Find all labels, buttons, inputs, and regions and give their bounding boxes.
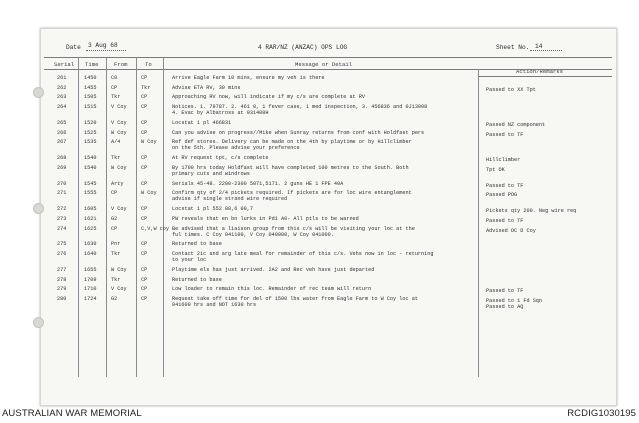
row-time: 1710 — [84, 286, 97, 293]
row-serial: 279 — [57, 286, 67, 293]
row-from: G2 — [111, 215, 118, 222]
row-message — [172, 267, 374, 273]
row-from: W Coy — [111, 266, 127, 273]
row-message — [172, 251, 434, 263]
row-remark-line: Passed to TF — [486, 217, 524, 224]
row-message-line: primary cuts and windrows — [172, 170, 250, 177]
col-header-message: Message or Detail — [295, 61, 353, 68]
row-to: CP — [141, 206, 148, 213]
row-message-line: to your loc — [172, 257, 207, 264]
row-message-line: 4. Evac by Albatross at 031400H — [172, 110, 269, 117]
row-from: G2 — [111, 295, 118, 302]
row-time: 1605 — [84, 206, 97, 213]
sheet-label: Sheet No. — [496, 44, 530, 51]
row-serial: 269 — [57, 164, 67, 171]
row-remarks — [486, 228, 536, 234]
row-remark-line: Passed to 1 Fd Sqn — [486, 297, 543, 304]
row-time: 1505 — [84, 94, 97, 101]
col-header-action: Action/Remarks — [516, 68, 563, 75]
header-rule-top — [44, 57, 612, 58]
binder-hole — [33, 317, 44, 328]
row-time: 1724 — [84, 295, 97, 302]
row-remark-line: Passed to TF — [486, 288, 524, 295]
row-to: CP — [141, 119, 148, 126]
row-time: 1520 — [84, 119, 97, 126]
row-remarks — [486, 157, 520, 163]
row-to: CP — [141, 129, 148, 136]
col-divider — [478, 69, 479, 377]
row-from: A/4 — [111, 139, 121, 146]
row-to: CP — [141, 276, 148, 283]
row-message — [172, 104, 427, 116]
row-message — [172, 130, 424, 136]
date-value: 3 Aug 68 — [88, 42, 118, 49]
row-message-line: Locstat 1 pl 466831 — [172, 119, 232, 126]
row-from: V Coy — [111, 206, 127, 213]
col-divider — [106, 57, 107, 377]
row-message — [172, 206, 253, 212]
row-from: V Coy — [111, 104, 127, 111]
footer-source: AUSTRALIAN WAR MEMORIAL — [2, 408, 142, 419]
row-remark-line: Passed to AQ — [486, 303, 524, 310]
row-message-line: ful times. C Coy 041100, V Coy 040900, W Coy 041000. — [172, 231, 334, 238]
row-message-line: Advise ETA RV, 30 mins — [172, 84, 241, 91]
row-remarks — [486, 192, 517, 198]
row-from: Tkr — [111, 155, 121, 162]
row-to: CP — [141, 180, 148, 187]
row-serial: 277 — [57, 266, 67, 273]
row-message — [172, 94, 365, 100]
row-message-line: Be advised that a liaison group from this c/s will be visiting your loc at the — [172, 225, 415, 232]
row-remarks — [486, 183, 523, 189]
row-message-line: At RV request tpt, c/s complete — [172, 155, 269, 162]
row-remarks — [486, 87, 536, 93]
row-remark-line: Tpt OK — [486, 166, 505, 173]
row-time: 1545 — [84, 180, 97, 187]
row-serial: 261 — [57, 75, 67, 81]
row-serial: 275 — [57, 241, 67, 248]
row-time: 1640 — [84, 251, 97, 257]
row-message — [172, 216, 359, 222]
row-serial: 267 — [57, 139, 67, 146]
row-from: Arty — [111, 180, 124, 187]
row-message-line: Approaching RV now, will indicate if my c/s are complete at RV — [172, 94, 366, 101]
row-serial: 270 — [57, 180, 67, 187]
row-serial: 264 — [57, 104, 67, 111]
row-serial: 265 — [57, 119, 67, 126]
row-message-line: Returned to base — [172, 276, 222, 283]
row-to: Tkr — [141, 84, 151, 91]
row-time: 1625 — [84, 225, 97, 232]
row-from: CP — [111, 225, 118, 232]
row-remarks — [486, 167, 505, 173]
row-serial: 274 — [57, 225, 67, 232]
row-message — [172, 120, 231, 126]
row-serial: 262 — [57, 84, 67, 91]
footer-id: RCDIG1030195 — [567, 408, 636, 419]
row-message — [172, 85, 241, 91]
row-remark-line: Passed to XX Tpt — [486, 86, 536, 93]
row-remarks — [486, 288, 523, 294]
row-time: 1525 — [84, 129, 97, 136]
row-message-line: Low loader to remain this loc. Remainder of rec team will return — [172, 286, 372, 293]
sheet-value: 14 — [535, 43, 543, 50]
row-message-line: PW reveals that en bn lurks in Pd1 A0- All ptls to be warned — [172, 215, 359, 222]
date-label: Date — [66, 44, 81, 51]
row-from: V Coy — [111, 119, 127, 126]
row-to: CP — [141, 266, 148, 273]
row-time: 1450 — [84, 75, 97, 81]
row-to: CP — [141, 295, 148, 302]
col-header-serial: Serial — [54, 61, 75, 68]
row-to: CP — [141, 75, 148, 81]
row-message-line: Request take off time for del of 1500 lbs water from Eagle Farm to W Coy loc at — [172, 295, 418, 302]
row-serial: 276 — [57, 251, 67, 257]
row-from: W Coy — [111, 164, 127, 171]
row-message-line: Playtime els has just arrived. 2A2 and Rec veh have just departed — [172, 266, 375, 273]
row-serial: 273 — [57, 215, 67, 222]
row-message — [172, 155, 269, 161]
row-message — [172, 190, 412, 202]
row-remark-line: Advised OC D Coy — [486, 227, 536, 234]
row-to: CP — [141, 94, 148, 101]
row-message — [172, 139, 412, 151]
row-to: CP — [141, 155, 148, 162]
col-header-from: From — [114, 61, 128, 68]
row-time: 1709 — [84, 276, 97, 283]
row-to: C,V,W coy — [141, 225, 170, 232]
col-header-to: To — [145, 61, 152, 68]
row-remark-line: Hillclimber — [486, 157, 521, 164]
col-divider — [136, 57, 137, 377]
row-message — [172, 286, 371, 292]
row-message-line: Arrive Eagle Farm 10 mins, ensure my veh is there — [172, 75, 325, 81]
row-message-line: Confirm qty of 2/4 pickets required. If pickets are for loc wire entanglement — [172, 190, 412, 197]
row-time: 1621 — [84, 215, 97, 222]
row-message — [172, 277, 222, 283]
row-message — [172, 226, 415, 238]
row-to: CP — [141, 241, 148, 248]
row-from: Tkr — [111, 276, 121, 283]
row-time: 1555 — [84, 190, 97, 197]
row-remarks — [486, 208, 576, 214]
row-message — [172, 181, 343, 187]
row-serial: 280 — [57, 295, 67, 302]
row-serial: 266 — [57, 129, 67, 136]
sheet-underline — [530, 50, 562, 51]
row-message — [172, 75, 325, 81]
row-time: 1630 — [84, 241, 97, 248]
row-serial: 268 — [57, 155, 67, 162]
row-remarks — [486, 122, 545, 128]
row-time: 1535 — [84, 139, 97, 146]
row-time: 1455 — [84, 84, 97, 91]
row-message-line: on the 5th. Please advise your preference — [172, 145, 300, 152]
row-to: CP — [141, 104, 148, 111]
row-serial: 271 — [57, 190, 67, 197]
row-serial: 272 — [57, 206, 67, 213]
row-message-line: advise if single strand wire required — [172, 196, 288, 203]
row-message-line: Returned to base — [172, 241, 222, 248]
row-from: Tkr — [111, 251, 121, 257]
row-to: CP — [141, 215, 148, 222]
row-time: 1540 — [84, 155, 97, 162]
row-remark-line: Passed to TF — [486, 131, 524, 138]
row-remark-line: Passed to TF — [486, 182, 524, 189]
row-message-line: Can you advise on progress//Mike when Sunray returns from conf with Holdfast pers — [172, 129, 425, 136]
row-message-line: Contact 2ic and arg late meal for remainder of this c/s. Vehs now in loc - returning — [172, 251, 434, 257]
row-remark-line: Passed POG — [486, 192, 518, 199]
col-divider — [78, 57, 79, 377]
row-from: W Coy — [111, 129, 127, 136]
col-divider — [163, 57, 164, 377]
action-header-rule — [478, 76, 612, 77]
unit-title: 4 RAR/NZ (ANZAC) OPS LOG — [258, 44, 348, 51]
row-to: W Coy — [141, 190, 157, 197]
row-to: CP — [141, 251, 148, 257]
row-from: C0 — [111, 75, 118, 81]
row-message-line: Ref def stores. Delivery can be made on the 4th by playtime or by Hillclimber — [172, 139, 412, 146]
row-message — [172, 296, 418, 308]
row-message — [172, 241, 222, 247]
row-remark-line: Pickets qty 200. Neg wire req — [486, 208, 577, 215]
row-message — [172, 165, 409, 177]
date-underline — [86, 50, 126, 51]
row-message-line: Serials 45-48. 2200-2300 5071,5171. 2 guns HE 1 FPE 40A — [172, 180, 344, 187]
row-message-line: Locstat 1 pl 552 80,6 00,7 — [172, 206, 253, 213]
row-time: 1540 — [84, 164, 97, 171]
row-to: CP — [141, 286, 148, 293]
row-remark-line: Passed NZ component — [486, 121, 546, 128]
row-to: CP — [141, 164, 148, 171]
row-serial: 263 — [57, 94, 67, 101]
row-from: CP — [111, 190, 118, 197]
row-message-line: 041600 hrs and NOT 1630 hrs — [172, 301, 257, 308]
row-message-line: By 1700 hrs today Holdfast will have completed 100 metres to the South. Both — [172, 164, 409, 171]
row-from: Tkr — [111, 94, 121, 101]
row-serial: 278 — [57, 276, 67, 283]
row-from: CP — [111, 84, 118, 91]
row-from: V Coy — [111, 286, 127, 293]
header-rule-bottom — [44, 69, 612, 70]
row-message-line: Notices. 1. 79787. 2. 461 0, 1 fever case, 1 med inspection, 3. 456836 and 0J13008 — [172, 104, 428, 111]
row-from: Pnr — [111, 241, 121, 248]
col-header-time: Time — [85, 61, 99, 68]
row-remarks — [486, 132, 523, 138]
row-to: W Coy — [141, 139, 157, 146]
row-time: 1515 — [84, 104, 97, 111]
binder-hole — [33, 203, 44, 214]
row-remarks — [486, 298, 542, 310]
row-remarks — [486, 218, 523, 224]
row-time: 1655 — [84, 266, 97, 273]
binder-hole — [33, 87, 44, 98]
